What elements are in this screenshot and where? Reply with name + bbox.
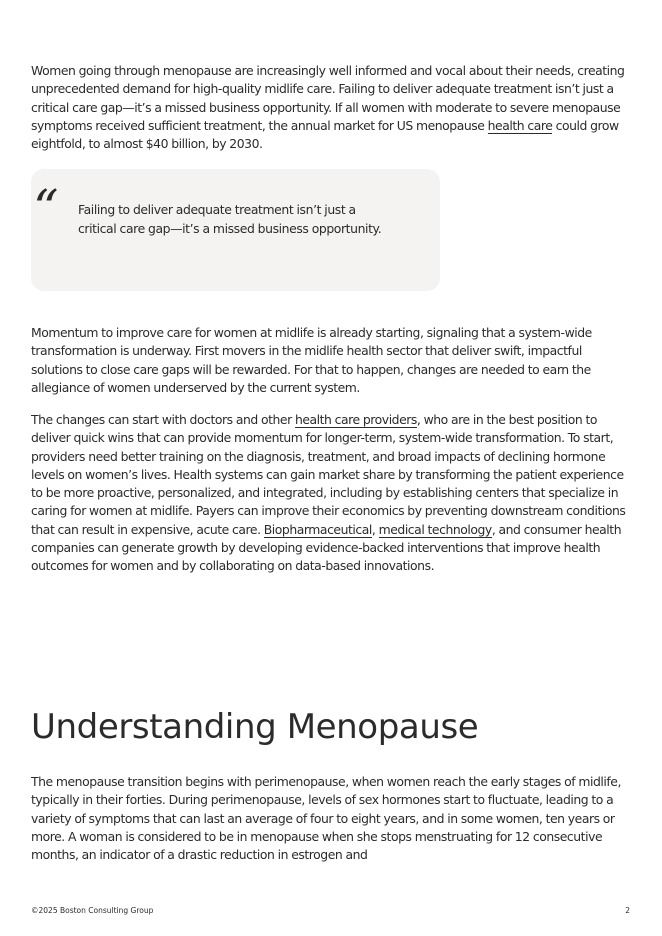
- menopause-paragraph: The menopause transition begins with perimenopause, when women reach the early stages of midlife, typically in their forties. During perimenopause, levels of sex hormones start to fluctuate, leading to a variety of symptoms that can last an average of four to eight years, and in some women, ten years or more. A woman is considered to be in menopause when she stops menstruating for 12 consecutive months, an indicator of a drastic reduction in estrogen and: [31, 774, 621, 863]
- health-care-providers-link[interactable]: health care providers: [294, 412, 417, 427]
- quote-mark-icon: “: [33, 179, 55, 237]
- biopharmaceutical-link[interactable]: Biopharmaceutical: [263, 521, 372, 537]
- changes-paragraph: [31, 411, 631, 576]
- health-care-link[interactable]: health care: [487, 117, 553, 133]
- page-number: 2: [625, 906, 630, 915]
- medical-technology-link[interactable]: medical technology: [378, 521, 492, 537]
- copyright-footer: ©2025 Boston Consulting Group: [31, 906, 154, 915]
- section-heading: Understanding Menopause: [31, 707, 479, 747]
- changes-text-3: ,: [371, 521, 379, 537]
- intro-paragraph: [31, 62, 631, 153]
- intro-text: Women going through menopause are increasingly well informed and vocal about their needs, creating unprecedented demand for high-quality midlife care. Failing to deliver adequate treatment isn’t just a critical care gap—it’s a missed business opportunity. If all women with moderate to severe menopause symptoms received sufficient treatment, the annual market for US menopause: [31, 63, 625, 133]
- intro-text-end: could grow eightfold, to almost $40 billion, by 2030.: [31, 117, 619, 152]
- pull-quote-text: Failing to deliver adequate treatment isn’t just a critical care gap—it’s a missed business opportunity.: [78, 202, 382, 236]
- changes-text-1: The changes can start with doctors and other: [31, 412, 295, 427]
- changes-text-2: , who are in the best position to deliver quick wins that can provide momentum for longer-term, system-wide transformation. To start, providers need better training on the diagnosis, treatment, and broad impacts of declining hormone levels on women’s lives. Health systems can gain market share by transforming the patient experience to be more proactive, personalized, and integrated, including by establishing centers that specialize in caring for women at midlife. Payers can improve their economics by preventing downstream conditions that can result in expensive, acute care.: [31, 412, 626, 537]
- pull-quote: [31, 169, 440, 291]
- momentum-paragraph: Momentum to improve care for women at midlife is already starting, signaling that a system-wide transformation is underway. First movers in the midlife health sector that deliver swift, impactful solutions to close care gaps will be rewarded. For that to happen, changes are needed to earn the allegiance of women underserved by the current system.: [31, 325, 592, 395]
- changes-text-4: , and consumer health companies can generate growth by developing evidence-backed interventions that improve health outcomes for women and by collaborating on data-based innovations.: [31, 521, 622, 574]
